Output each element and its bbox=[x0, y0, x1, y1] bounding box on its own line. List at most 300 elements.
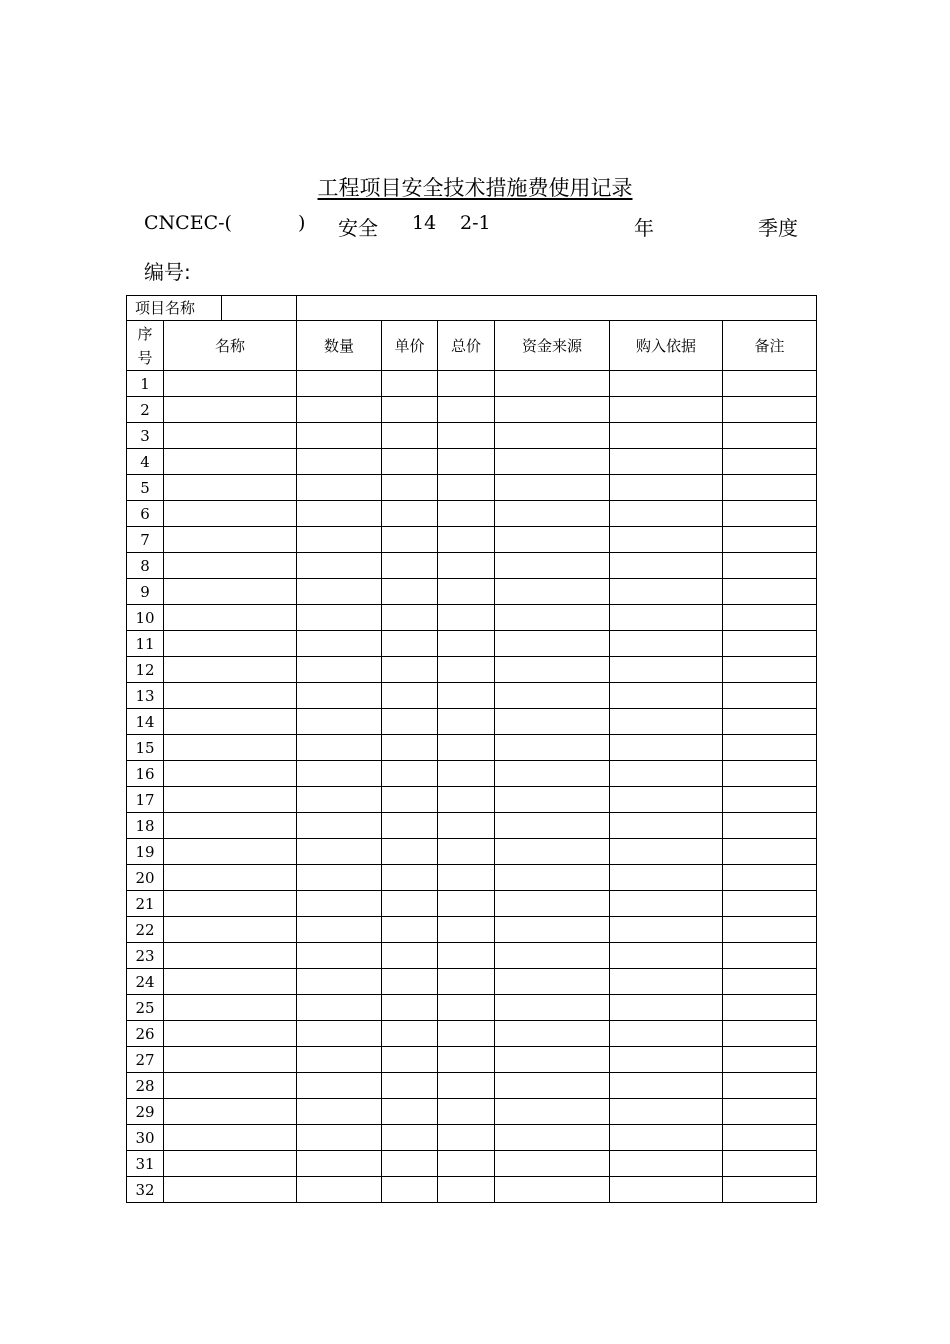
cell-fund-source[interactable] bbox=[495, 787, 610, 813]
cell-purchase-basis[interactable] bbox=[610, 397, 723, 423]
row-seq-number: 12 bbox=[127, 657, 164, 683]
cell-purchase-basis[interactable] bbox=[610, 501, 723, 527]
row-seq-number: 26 bbox=[127, 1021, 164, 1047]
table-row bbox=[127, 1073, 817, 1099]
cell-total-price[interactable] bbox=[438, 735, 495, 761]
cell-remarks[interactable] bbox=[723, 527, 817, 553]
table-row bbox=[127, 995, 817, 1021]
cell-unit-price[interactable] bbox=[382, 631, 438, 657]
quarter-label: 季度 bbox=[758, 216, 798, 240]
row-seq-number: 23 bbox=[127, 943, 164, 969]
cell-purchase-basis[interactable] bbox=[610, 423, 723, 449]
cell-unit-price[interactable] bbox=[382, 579, 438, 605]
table-row bbox=[127, 449, 817, 475]
cell-quantity[interactable] bbox=[297, 423, 382, 449]
cell-quantity[interactable] bbox=[297, 891, 382, 917]
table-row bbox=[127, 865, 817, 891]
cell-total-price[interactable] bbox=[438, 631, 495, 657]
cell-purchase-basis[interactable] bbox=[610, 579, 723, 605]
cell-name[interactable] bbox=[164, 475, 297, 501]
cell-remarks[interactable] bbox=[723, 1073, 817, 1099]
header-row bbox=[127, 321, 817, 371]
cell-purchase-basis[interactable] bbox=[610, 683, 723, 709]
cell-fund-source[interactable] bbox=[495, 813, 610, 839]
cell-quantity[interactable] bbox=[297, 657, 382, 683]
cell-quantity[interactable] bbox=[297, 475, 382, 501]
cell-quantity[interactable] bbox=[297, 605, 382, 631]
row-seq-number: 10 bbox=[127, 605, 164, 631]
seq-header-line1: 序 bbox=[137, 324, 153, 343]
cell-total-price[interactable] bbox=[438, 1125, 495, 1151]
cell-name[interactable] bbox=[164, 631, 297, 657]
code-sequence: 2-1 bbox=[460, 212, 491, 234]
cell-unit-price[interactable] bbox=[382, 865, 438, 891]
cell-quantity[interactable] bbox=[297, 1047, 382, 1073]
cell-remarks[interactable] bbox=[723, 1177, 817, 1203]
cell-quantity[interactable] bbox=[297, 631, 382, 657]
cell-fund-source[interactable] bbox=[495, 449, 610, 475]
cell-fund-source[interactable] bbox=[495, 605, 610, 631]
cell-total-price[interactable] bbox=[438, 813, 495, 839]
table-row bbox=[127, 891, 817, 917]
row-seq-number: 18 bbox=[127, 813, 164, 839]
cell-quantity[interactable] bbox=[297, 1125, 382, 1151]
cell-total-price[interactable] bbox=[438, 501, 495, 527]
cell-total-price[interactable] bbox=[438, 579, 495, 605]
row-seq-number: 20 bbox=[127, 865, 164, 891]
table-row bbox=[127, 1151, 817, 1177]
cell-quantity[interactable] bbox=[297, 917, 382, 943]
cell-fund-source[interactable] bbox=[495, 631, 610, 657]
cell-remarks[interactable] bbox=[723, 761, 817, 787]
cell-name[interactable] bbox=[164, 1151, 297, 1177]
cell-total-price[interactable] bbox=[438, 1177, 495, 1203]
cell-fund-source[interactable] bbox=[495, 1021, 610, 1047]
row-seq-number: 9 bbox=[127, 579, 164, 605]
cell-total-price[interactable] bbox=[438, 1073, 495, 1099]
cell-purchase-basis[interactable] bbox=[610, 839, 723, 865]
cell-name[interactable] bbox=[164, 995, 297, 1021]
cell-unit-price[interactable] bbox=[382, 397, 438, 423]
cell-remarks[interactable] bbox=[723, 917, 817, 943]
cell-unit-price[interactable] bbox=[382, 657, 438, 683]
table-row bbox=[127, 813, 817, 839]
seq-header bbox=[127, 321, 164, 371]
cell-unit-price[interactable] bbox=[382, 371, 438, 397]
cell-name[interactable] bbox=[164, 969, 297, 995]
cell-name[interactable] bbox=[164, 371, 297, 397]
cell-purchase-basis[interactable] bbox=[610, 1177, 723, 1203]
col-header-name: 名称 bbox=[164, 321, 297, 371]
cell-name[interactable] bbox=[164, 917, 297, 943]
cell-quantity[interactable] bbox=[297, 553, 382, 579]
row-seq-number: 21 bbox=[127, 891, 164, 917]
cell-total-price[interactable] bbox=[438, 1021, 495, 1047]
cell-total-price[interactable] bbox=[438, 917, 495, 943]
cell-remarks[interactable] bbox=[723, 605, 817, 631]
cell-quantity[interactable] bbox=[297, 969, 382, 995]
cell-quantity[interactable] bbox=[297, 397, 382, 423]
cell-purchase-basis[interactable] bbox=[610, 917, 723, 943]
col-header-purchase-basis: 购入依据 bbox=[610, 321, 723, 371]
cell-unit-price[interactable] bbox=[382, 1047, 438, 1073]
cell-fund-source[interactable] bbox=[495, 865, 610, 891]
cell-fund-source[interactable] bbox=[495, 1047, 610, 1073]
cell-unit-price[interactable] bbox=[382, 839, 438, 865]
cell-unit-price[interactable] bbox=[382, 943, 438, 969]
cell-remarks[interactable] bbox=[723, 735, 817, 761]
cell-name[interactable] bbox=[164, 553, 297, 579]
cell-unit-price[interactable] bbox=[382, 1021, 438, 1047]
cell-remarks[interactable] bbox=[723, 969, 817, 995]
table-row bbox=[127, 579, 817, 605]
table-row bbox=[127, 1177, 817, 1203]
cell-unit-price[interactable] bbox=[382, 813, 438, 839]
row-seq-number: 2 bbox=[127, 397, 164, 423]
cell-name[interactable] bbox=[164, 1021, 297, 1047]
cell-quantity[interactable] bbox=[297, 865, 382, 891]
cell-total-price[interactable] bbox=[438, 605, 495, 631]
cell-name[interactable] bbox=[164, 1099, 297, 1125]
cell-quantity[interactable] bbox=[297, 839, 382, 865]
cell-quantity[interactable] bbox=[297, 579, 382, 605]
cell-purchase-basis[interactable] bbox=[610, 553, 723, 579]
table-row bbox=[127, 371, 817, 397]
cell-name[interactable] bbox=[164, 657, 297, 683]
cell-remarks[interactable] bbox=[723, 709, 817, 735]
table-row bbox=[127, 735, 817, 761]
cell-remarks[interactable] bbox=[723, 657, 817, 683]
cell-purchase-basis[interactable] bbox=[610, 995, 723, 1021]
cell-quantity[interactable] bbox=[297, 683, 382, 709]
cell-purchase-basis[interactable] bbox=[610, 371, 723, 397]
cell-name[interactable] bbox=[164, 605, 297, 631]
cell-purchase-basis[interactable] bbox=[610, 605, 723, 631]
cell-fund-source[interactable] bbox=[495, 527, 610, 553]
table-row bbox=[127, 917, 817, 943]
cell-name[interactable] bbox=[164, 449, 297, 475]
cell-total-price[interactable] bbox=[438, 891, 495, 917]
cell-unit-price[interactable] bbox=[382, 683, 438, 709]
cell-unit-price[interactable] bbox=[382, 709, 438, 735]
cell-purchase-basis[interactable] bbox=[610, 865, 723, 891]
cell-total-price[interactable] bbox=[438, 423, 495, 449]
cell-purchase-basis[interactable] bbox=[610, 1125, 723, 1151]
code-paren-close: ) bbox=[298, 212, 306, 234]
code-category: 安全 bbox=[338, 216, 378, 240]
cell-total-price[interactable] bbox=[438, 371, 495, 397]
cell-remarks[interactable] bbox=[723, 475, 817, 501]
cell-purchase-basis[interactable] bbox=[610, 943, 723, 969]
cell-name[interactable] bbox=[164, 501, 297, 527]
cell-remarks[interactable] bbox=[723, 943, 817, 969]
table-row bbox=[127, 761, 817, 787]
cell-unit-price[interactable] bbox=[382, 423, 438, 449]
cell-total-price[interactable] bbox=[438, 969, 495, 995]
table-row bbox=[127, 631, 817, 657]
cell-fund-source[interactable] bbox=[495, 371, 610, 397]
cell-fund-source[interactable] bbox=[495, 501, 610, 527]
cell-unit-price[interactable] bbox=[382, 553, 438, 579]
cell-fund-source[interactable] bbox=[495, 709, 610, 735]
cell-unit-price[interactable] bbox=[382, 501, 438, 527]
cell-remarks[interactable] bbox=[723, 1125, 817, 1151]
cell-quantity[interactable] bbox=[297, 1151, 382, 1177]
cell-quantity[interactable] bbox=[297, 787, 382, 813]
cell-name[interactable] bbox=[164, 943, 297, 969]
cell-quantity[interactable] bbox=[297, 371, 382, 397]
cell-fund-source[interactable] bbox=[495, 969, 610, 995]
row-seq-number: 4 bbox=[127, 449, 164, 475]
table-row bbox=[127, 475, 817, 501]
cell-purchase-basis[interactable] bbox=[610, 657, 723, 683]
cell-name[interactable] bbox=[164, 1073, 297, 1099]
cell-purchase-basis[interactable] bbox=[610, 631, 723, 657]
cell-name[interactable] bbox=[164, 527, 297, 553]
cell-unit-price[interactable] bbox=[382, 917, 438, 943]
cell-unit-price[interactable] bbox=[382, 1177, 438, 1203]
cell-quantity[interactable] bbox=[297, 1073, 382, 1099]
cell-name[interactable] bbox=[164, 813, 297, 839]
table-row bbox=[127, 397, 817, 423]
cell-quantity[interactable] bbox=[297, 735, 382, 761]
table-row bbox=[127, 709, 817, 735]
cell-purchase-basis[interactable] bbox=[610, 891, 723, 917]
cell-purchase-basis[interactable] bbox=[610, 1099, 723, 1125]
cell-total-price[interactable] bbox=[438, 1047, 495, 1073]
cell-remarks[interactable] bbox=[723, 579, 817, 605]
cell-fund-source[interactable] bbox=[495, 657, 610, 683]
row-seq-number: 32 bbox=[127, 1177, 164, 1203]
cell-fund-source[interactable] bbox=[495, 839, 610, 865]
cell-name[interactable] bbox=[164, 397, 297, 423]
cell-remarks[interactable] bbox=[723, 631, 817, 657]
cell-fund-source[interactable] bbox=[495, 1073, 610, 1099]
row-seq-number: 31 bbox=[127, 1151, 164, 1177]
cell-fund-source[interactable] bbox=[495, 1151, 610, 1177]
cell-fund-source[interactable] bbox=[495, 423, 610, 449]
cell-name[interactable] bbox=[164, 1047, 297, 1073]
table-row bbox=[127, 969, 817, 995]
cell-total-price[interactable] bbox=[438, 683, 495, 709]
cell-fund-source[interactable] bbox=[495, 735, 610, 761]
table-row bbox=[127, 1021, 817, 1047]
cell-purchase-basis[interactable] bbox=[610, 475, 723, 501]
table-row bbox=[127, 839, 817, 865]
project-name-field[interactable] bbox=[222, 296, 296, 320]
table-row bbox=[127, 787, 817, 813]
col-header-remarks: 备注 bbox=[723, 321, 817, 371]
cell-total-price[interactable] bbox=[438, 709, 495, 735]
row-seq-number: 8 bbox=[127, 553, 164, 579]
cell-fund-source[interactable] bbox=[495, 1177, 610, 1203]
cell-quantity[interactable] bbox=[297, 449, 382, 475]
cell-quantity[interactable] bbox=[297, 1021, 382, 1047]
cell-fund-source[interactable] bbox=[495, 995, 610, 1021]
cell-name[interactable] bbox=[164, 787, 297, 813]
row-seq-number: 5 bbox=[127, 475, 164, 501]
cell-name[interactable] bbox=[164, 423, 297, 449]
cell-total-price[interactable] bbox=[438, 449, 495, 475]
cell-remarks[interactable] bbox=[723, 1047, 817, 1073]
cell-quantity[interactable] bbox=[297, 709, 382, 735]
cell-fund-source[interactable] bbox=[495, 397, 610, 423]
cell-remarks[interactable] bbox=[723, 1099, 817, 1125]
row-seq-number: 30 bbox=[127, 1125, 164, 1151]
cell-purchase-basis[interactable] bbox=[610, 969, 723, 995]
cell-unit-price[interactable] bbox=[382, 995, 438, 1021]
col-header-quantity: 数量 bbox=[297, 321, 382, 371]
project-name-value-cell[interactable] bbox=[297, 296, 817, 321]
cell-purchase-basis[interactable] bbox=[610, 1073, 723, 1099]
cell-unit-price[interactable] bbox=[382, 1073, 438, 1099]
cell-remarks[interactable] bbox=[723, 371, 817, 397]
table-row bbox=[127, 527, 817, 553]
project-name-label: 项目名称 bbox=[127, 296, 222, 320]
cell-total-price[interactable] bbox=[438, 1151, 495, 1177]
cell-fund-source[interactable] bbox=[495, 943, 610, 969]
cell-name[interactable] bbox=[164, 1125, 297, 1151]
cell-name[interactable] bbox=[164, 761, 297, 787]
table-row bbox=[127, 1099, 817, 1125]
cell-fund-source[interactable] bbox=[495, 553, 610, 579]
cell-unit-price[interactable] bbox=[382, 969, 438, 995]
cell-unit-price[interactable] bbox=[382, 475, 438, 501]
cell-total-price[interactable] bbox=[438, 995, 495, 1021]
cell-fund-source[interactable] bbox=[495, 1099, 610, 1125]
cell-total-price[interactable] bbox=[438, 865, 495, 891]
code-number: 14 bbox=[412, 212, 437, 234]
row-seq-number: 19 bbox=[127, 839, 164, 865]
col-header-unit-price: 单价 bbox=[382, 321, 438, 371]
cell-unit-price[interactable] bbox=[382, 1125, 438, 1151]
cell-purchase-basis[interactable] bbox=[610, 735, 723, 761]
cell-name[interactable] bbox=[164, 683, 297, 709]
row-seq-number: 13 bbox=[127, 683, 164, 709]
cell-total-price[interactable] bbox=[438, 527, 495, 553]
cell-total-price[interactable] bbox=[438, 1099, 495, 1125]
cell-quantity[interactable] bbox=[297, 761, 382, 787]
row-seq-number: 16 bbox=[127, 761, 164, 787]
cell-unit-price[interactable] bbox=[382, 527, 438, 553]
cell-remarks[interactable] bbox=[723, 891, 817, 917]
col-header-total-price: 总价 bbox=[438, 321, 495, 371]
row-seq-number: 11 bbox=[127, 631, 164, 657]
cell-total-price[interactable] bbox=[438, 839, 495, 865]
row-seq-number: 29 bbox=[127, 1099, 164, 1125]
cell-remarks[interactable] bbox=[723, 995, 817, 1021]
cell-purchase-basis[interactable] bbox=[610, 1047, 723, 1073]
cell-purchase-basis[interactable] bbox=[610, 761, 723, 787]
cell-name[interactable] bbox=[164, 579, 297, 605]
cell-quantity[interactable] bbox=[297, 1099, 382, 1125]
cell-name[interactable] bbox=[164, 1177, 297, 1203]
cell-remarks[interactable] bbox=[723, 397, 817, 423]
cell-fund-source[interactable] bbox=[495, 891, 610, 917]
cell-unit-price[interactable] bbox=[382, 1099, 438, 1125]
cell-fund-source[interactable] bbox=[495, 579, 610, 605]
project-name-row bbox=[127, 296, 817, 321]
cell-fund-source[interactable] bbox=[495, 475, 610, 501]
col-header-fund-source: 资金来源 bbox=[495, 321, 610, 371]
row-seq-number: 15 bbox=[127, 735, 164, 761]
cell-unit-price[interactable] bbox=[382, 449, 438, 475]
cell-total-price[interactable] bbox=[438, 943, 495, 969]
row-seq-number: 3 bbox=[127, 423, 164, 449]
cell-fund-source[interactable] bbox=[495, 761, 610, 787]
cell-remarks[interactable] bbox=[723, 501, 817, 527]
cell-total-price[interactable] bbox=[438, 787, 495, 813]
code-prefix: CNCEC-( bbox=[144, 212, 232, 234]
cell-total-price[interactable] bbox=[438, 397, 495, 423]
cell-quantity[interactable] bbox=[297, 813, 382, 839]
cell-total-price[interactable] bbox=[438, 761, 495, 787]
table-row bbox=[127, 1047, 817, 1073]
cell-quantity[interactable] bbox=[297, 995, 382, 1021]
cell-unit-price[interactable] bbox=[382, 891, 438, 917]
table-row bbox=[127, 657, 817, 683]
cell-purchase-basis[interactable] bbox=[610, 709, 723, 735]
cell-remarks[interactable] bbox=[723, 865, 817, 891]
cell-remarks[interactable] bbox=[723, 683, 817, 709]
cell-remarks[interactable] bbox=[723, 553, 817, 579]
number-label: 编号: bbox=[144, 260, 191, 284]
cell-remarks[interactable] bbox=[723, 813, 817, 839]
cell-quantity[interactable] bbox=[297, 501, 382, 527]
cell-name[interactable] bbox=[164, 865, 297, 891]
cell-name[interactable] bbox=[164, 709, 297, 735]
table-row bbox=[127, 1125, 817, 1151]
cell-remarks[interactable] bbox=[723, 1021, 817, 1047]
cell-quantity[interactable] bbox=[297, 1177, 382, 1203]
cell-quantity[interactable] bbox=[297, 943, 382, 969]
cell-fund-source[interactable] bbox=[495, 917, 610, 943]
cell-unit-price[interactable] bbox=[382, 787, 438, 813]
cell-unit-price[interactable] bbox=[382, 1151, 438, 1177]
table-row bbox=[127, 553, 817, 579]
cell-purchase-basis[interactable] bbox=[610, 1021, 723, 1047]
cell-name[interactable] bbox=[164, 735, 297, 761]
cell-quantity[interactable] bbox=[297, 527, 382, 553]
cell-total-price[interactable] bbox=[438, 553, 495, 579]
cell-name[interactable] bbox=[164, 839, 297, 865]
cell-remarks[interactable] bbox=[723, 449, 817, 475]
cell-fund-source[interactable] bbox=[495, 1125, 610, 1151]
row-seq-number: 28 bbox=[127, 1073, 164, 1099]
cell-remarks[interactable] bbox=[723, 423, 817, 449]
cell-total-price[interactable] bbox=[438, 657, 495, 683]
cell-purchase-basis[interactable] bbox=[610, 787, 723, 813]
cell-unit-price[interactable] bbox=[382, 761, 438, 787]
cell-purchase-basis[interactable] bbox=[610, 1151, 723, 1177]
row-seq-number: 24 bbox=[127, 969, 164, 995]
row-seq-number: 25 bbox=[127, 995, 164, 1021]
cell-unit-price[interactable] bbox=[382, 735, 438, 761]
year-label: 年 bbox=[634, 216, 654, 240]
cell-purchase-basis[interactable] bbox=[610, 449, 723, 475]
table-row bbox=[127, 501, 817, 527]
cell-remarks[interactable] bbox=[723, 1151, 817, 1177]
cell-purchase-basis[interactable] bbox=[610, 527, 723, 553]
cell-remarks[interactable] bbox=[723, 787, 817, 813]
cell-name[interactable] bbox=[164, 891, 297, 917]
cell-remarks[interactable] bbox=[723, 839, 817, 865]
cell-fund-source[interactable] bbox=[495, 683, 610, 709]
cell-total-price[interactable] bbox=[438, 475, 495, 501]
cell-unit-price[interactable] bbox=[382, 605, 438, 631]
document-title: 工程项目安全技术措施费使用记录 bbox=[317, 176, 633, 200]
cell-purchase-basis[interactable] bbox=[610, 813, 723, 839]
